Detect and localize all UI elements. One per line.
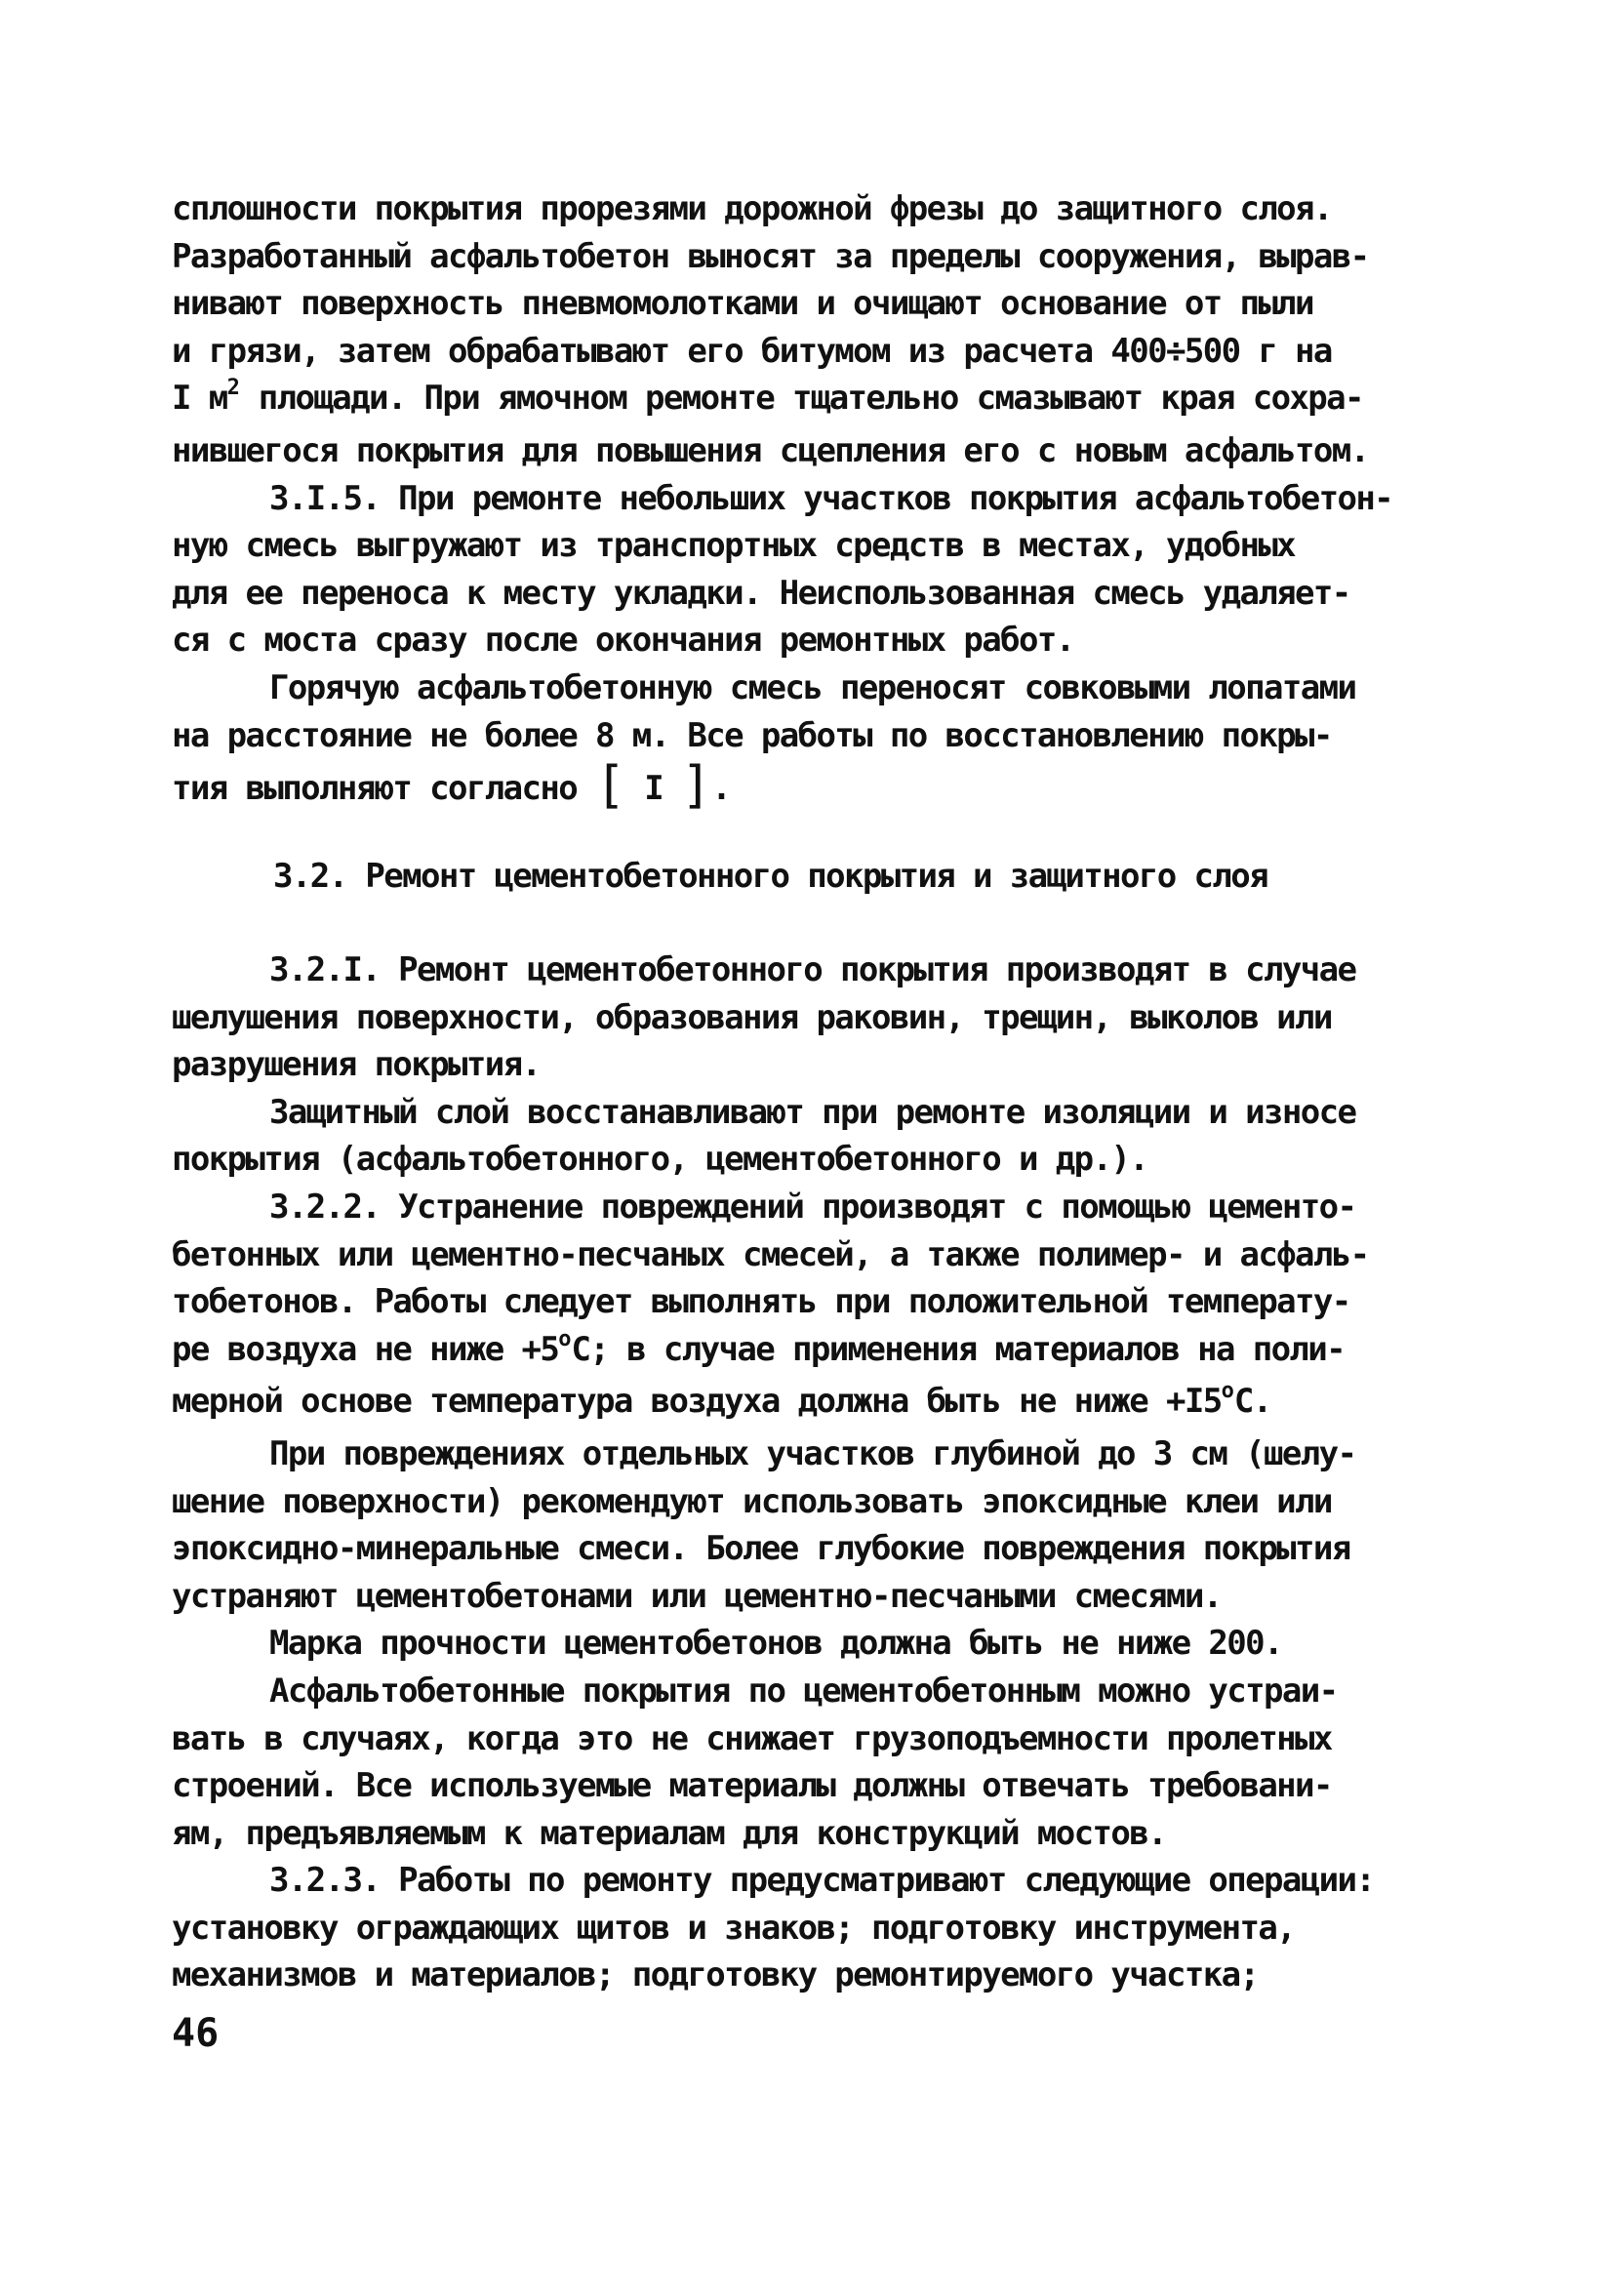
paragraph-block-repair-asphalt [172,185,1440,816]
text-fragment: С. [1233,1382,1271,1422]
text-line: и грязи, затем обрабатывают его битумом из расчета 400÷500 г на [172,331,1332,371]
text-line: Асфальтобетонные покрытия по цементобетонным можно устраи- [269,1671,1338,1711]
text-line: ную смесь выгружают из транспортных средств в местах, удобных [172,526,1296,566]
text-fragment: мерной основе температура воздуха должна быть не ниже +I5 [172,1382,1222,1422]
text-line: 3.2.I. Ремонт цементобетонного покрытия производят в случае [269,950,1356,989]
text-line-with-superscript [172,1326,1440,1379]
text-line: устраняют цементобетонами или цементно-песчаными смесями. [172,1576,1222,1616]
text-line: 3.2.3. Работы по ремонту предусматривают следующие операции: [269,1861,1375,1901]
text-line: эпоксидно-минеральные смеси. Более глубокие повреждения покрытия [172,1529,1350,1569]
text-line: бетонных или цементно-песчаных смесей, а также полимер- и асфаль- [172,1234,1369,1274]
text-line: 3.2.2. Устранение повреждений производят с помощью цементо- [269,1187,1356,1227]
section-heading-block [172,853,1440,901]
text-fragment: тия выполняют согласно [172,769,596,809]
text-line: строений. Все используемые материалы должны отвечать требовани- [172,1766,1332,1806]
text-fragment: ре воздуха не ниже +5 [172,1329,559,1369]
superscript: о [1221,1379,1234,1404]
paragraph-block-repair-concrete [172,947,1440,1999]
text-line: разрушения покрытия. [172,1045,541,1085]
text-line: покрытия (асфальтобетонного, цементобетонного и др.). [172,1140,1148,1180]
text-fragment: С; в случае применения материалов на поли- [571,1329,1346,1369]
superscript: о [558,1326,572,1351]
text-line: Горячую асфальтобетонную смесь переносят совковыми лопатами [269,667,1356,707]
text-line: вать в случаях, когда это не снижает грузоподъемности пролетных [172,1718,1332,1758]
text-line: ся с моста сразу после окончания ремонтных работ. [172,621,1074,661]
text-line: установку ограждающих щитов и знаков; подготовку инструмента, [172,1908,1296,1948]
text-line: шелушения поверхности, образования раковин, трещин, выколов или [172,997,1332,1037]
text-line: Защитный слой восстанавливают при ремонте изоляции и износе [269,1092,1356,1132]
text-fragment: площади. При ямочном ремонте тщательно смазывают края сохра- [239,379,1363,419]
text-line: тобетонов. Работы следует выполнять при положительной температу- [172,1282,1350,1322]
text-line: сплошности покрытия прорезями дорожной фрезы до защитного слоя. [172,189,1332,228]
text-line: Разработанный асфальтобетон выносят за пределы сооружения, вырав- [172,236,1369,276]
reference-bracket-close: ] [680,756,712,816]
page-number: 46 [172,2011,220,2056]
section-heading: 3.2. Ремонт цементобетонного покрытия и защитного слоя [273,857,1267,896]
text-line: механизмов и материалов; подготовку ремонтируемого участка; [172,1955,1259,1995]
text-line-with-superscript [172,375,1440,427]
text-fragment: . [711,769,731,809]
text-line: нивают поверхность пневмомолотками и очищают основание от пыли [172,284,1313,324]
text-line: ям, предъявляемым к материалам для конструкций мостов. [172,1813,1166,1853]
text-line: При повреждениях отдельных участков глубиной до 3 см (шелу- [269,1433,1356,1473]
reference-bracket-open: [ [595,756,626,816]
text-line: 3.I.5. При ремонте небольших участков покрытия асфальтобетон- [269,478,1393,518]
text-line: шение поверхности) рекомендуют использовать эпоксидные клеи или [172,1481,1332,1521]
superscript: 2 [226,376,240,401]
text-line: нившегося покрытия для повышения сцепления его с новым асфальтом. [172,430,1369,470]
text-line: для ее переноса к месту укладки. Неиспользованная смесь удаляет- [172,573,1350,613]
text-line-with-superscript [172,1378,1440,1430]
text-line: на расстояние не более 8 м. Все работы по восстановлению покры- [172,715,1332,755]
text-line-with-reference [172,756,1440,816]
text-line: Марка прочности цементобетонов должна быть не ниже 200. [269,1624,1282,1664]
text-fragment: I м [172,379,227,419]
reference-number: I [625,769,681,809]
